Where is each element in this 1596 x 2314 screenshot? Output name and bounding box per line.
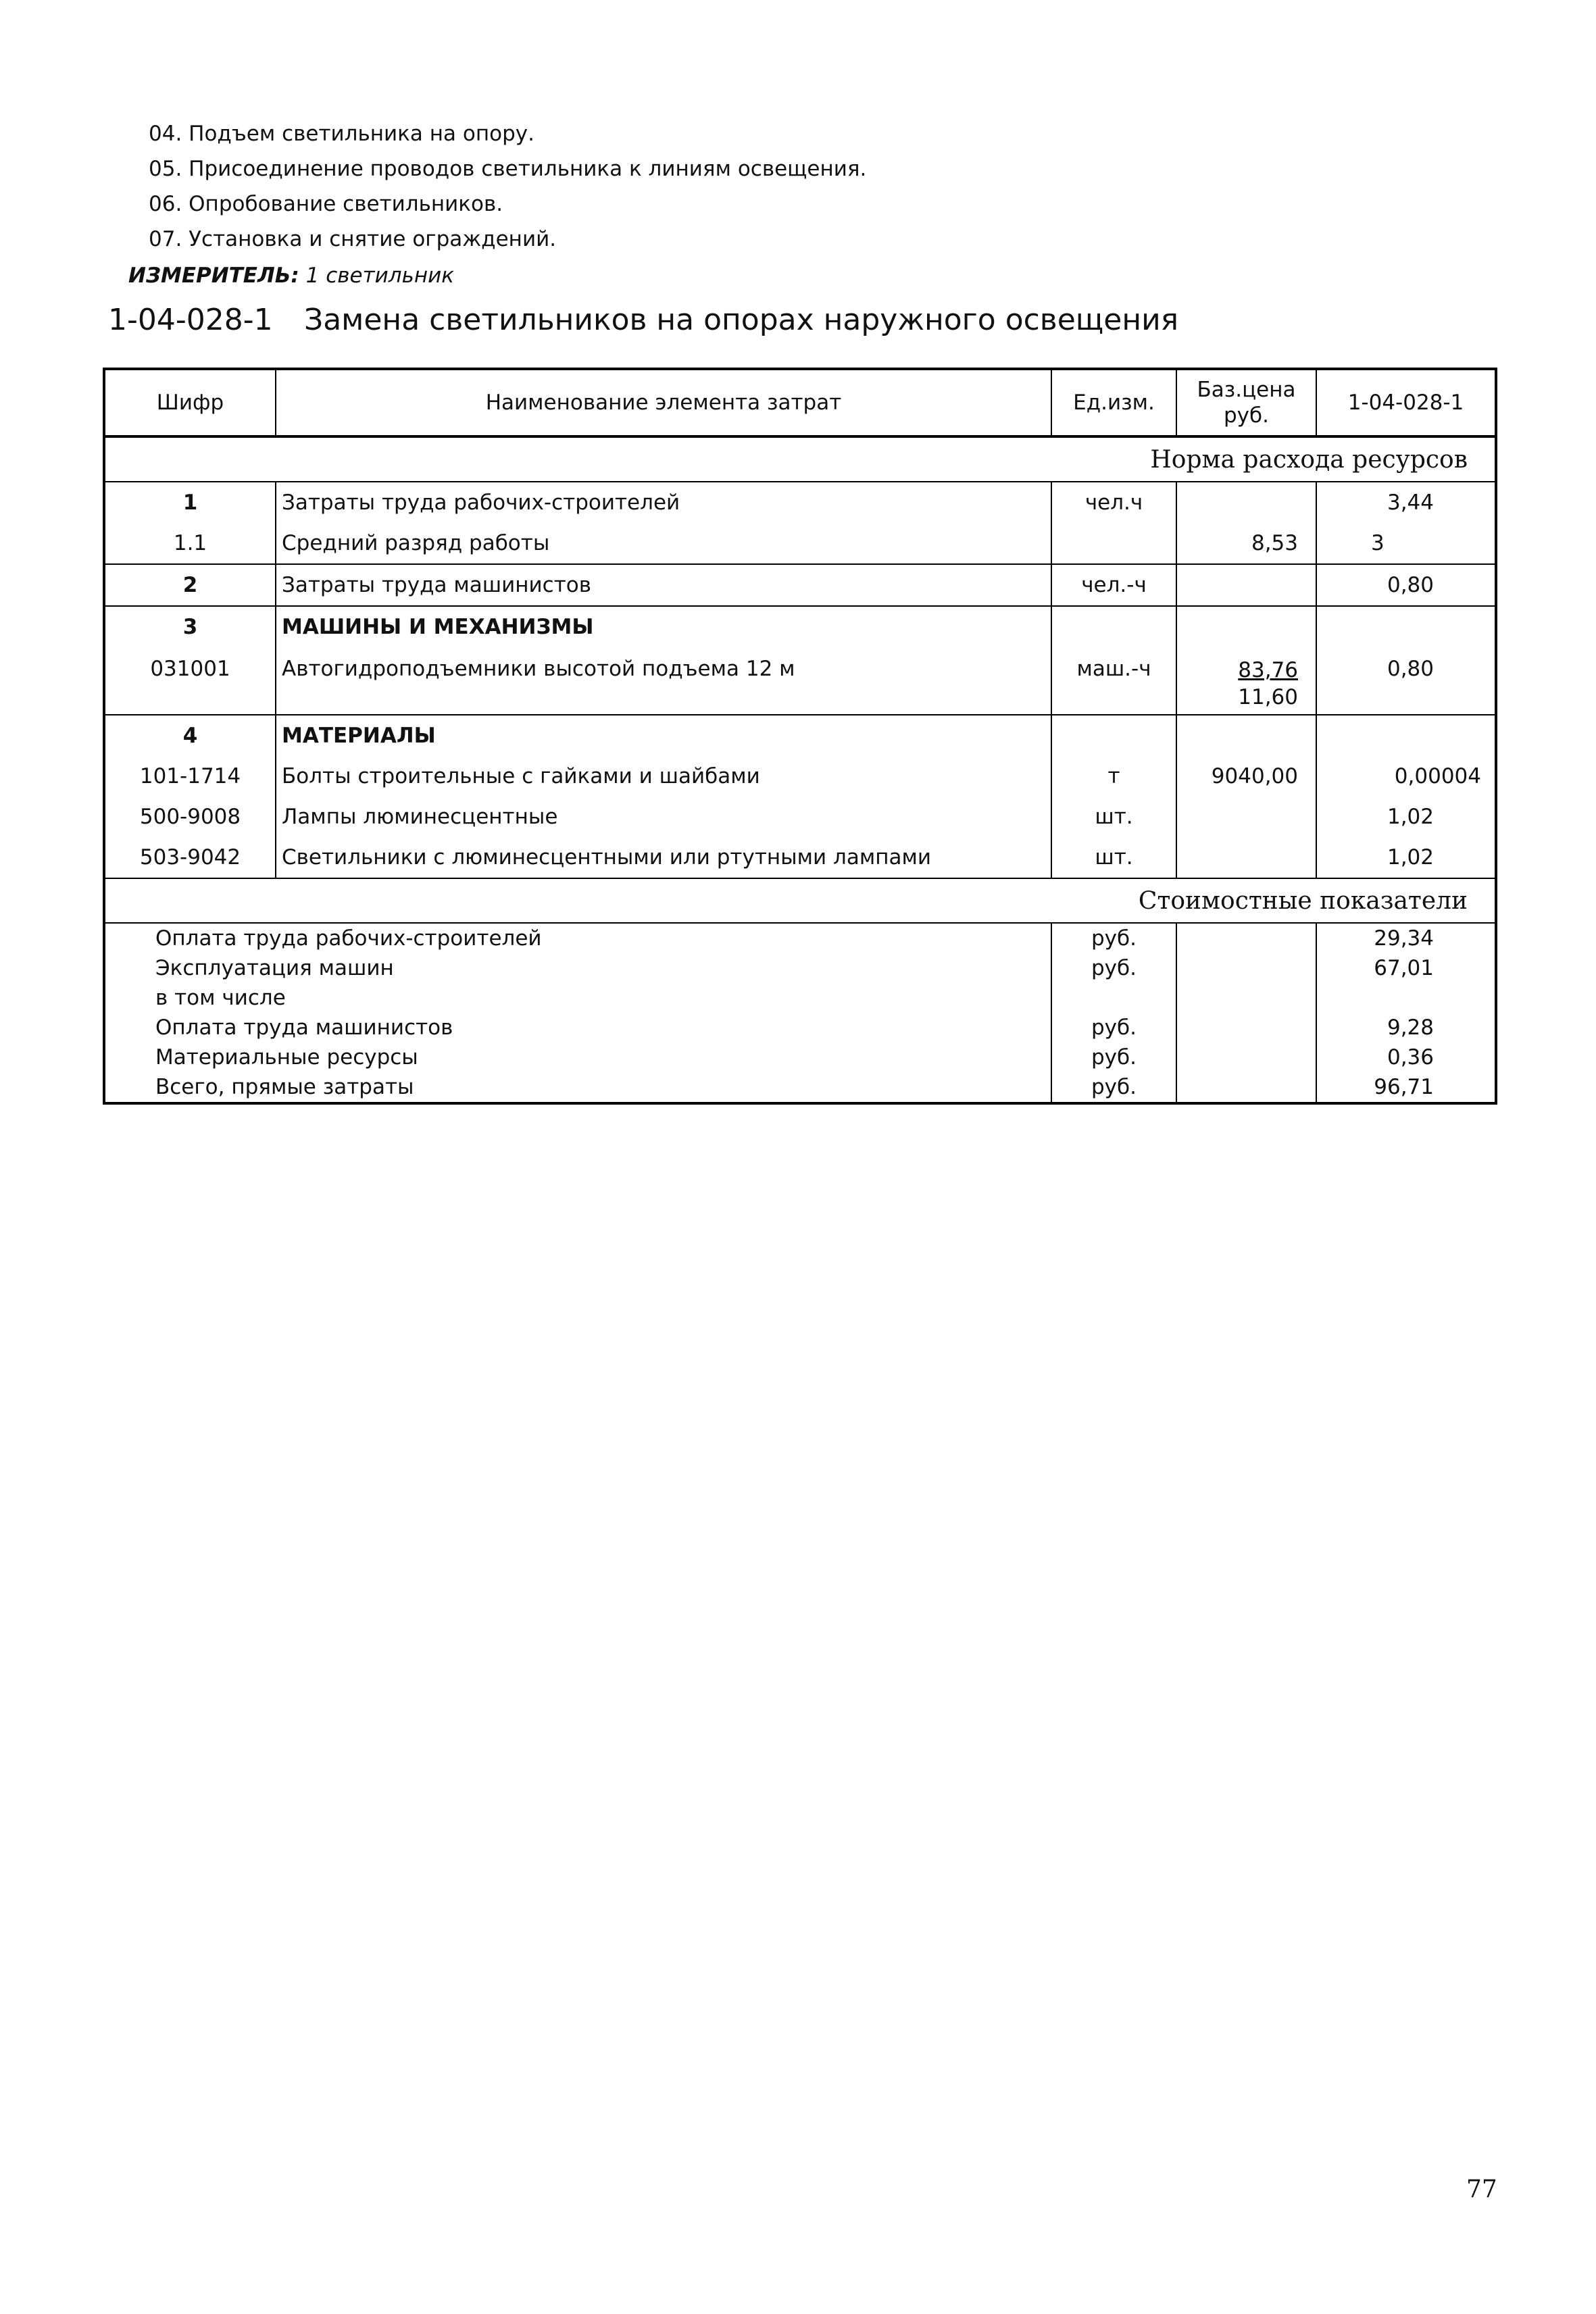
cost-unit: руб. <box>1051 1013 1176 1042</box>
table-row <box>104 756 1496 797</box>
cost-value: 67,01 <box>1374 956 1434 980</box>
norm-table <box>103 368 1497 1105</box>
row-name: Средний разряд работы <box>276 523 1051 564</box>
row-code: 031001 <box>104 647 276 715</box>
band-costs-label: Стоимостные показатели <box>104 878 1496 923</box>
cost-unit: руб. <box>1051 953 1176 983</box>
row-price: 8,53 <box>1176 523 1316 564</box>
table-row <box>104 564 1496 606</box>
measure-line <box>128 263 454 288</box>
table-row <box>104 647 1496 715</box>
header-price: Баз.цена руб. <box>1176 369 1316 436</box>
table-row <box>104 482 1496 523</box>
cost-unit: руб. <box>1051 1072 1176 1103</box>
row-code: 1 <box>104 482 276 523</box>
row-price <box>1176 564 1316 606</box>
work-steps-list <box>149 116 866 257</box>
row-norm: 3 <box>1316 523 1496 564</box>
row-unit: шт. <box>1051 837 1176 878</box>
table-row <box>104 606 1496 647</box>
band-norms-label: Норма расхода ресурсов <box>104 436 1496 482</box>
cost-name: Материальные ресурсы <box>104 1042 1051 1072</box>
row-norm: 0,80 <box>1316 564 1496 606</box>
cost-row <box>104 1013 1496 1042</box>
page-number: 77 <box>1466 2175 1497 2203</box>
cost-value: 9,28 <box>1387 1015 1434 1040</box>
band-costs <box>104 878 1496 923</box>
row-name: МАТЕРИАЛЫ <box>276 715 1051 756</box>
cost-value <box>1316 983 1496 1013</box>
row-code: 503-9042 <box>104 837 276 878</box>
table-row <box>104 523 1496 564</box>
row-price <box>1176 837 1316 878</box>
row-name: Светильники с люминесцентными или ртутными лампами <box>276 837 1051 878</box>
cost-value: 29,34 <box>1374 926 1434 951</box>
table-header-row <box>104 369 1496 436</box>
row-name: Затраты труда рабочих-строителей <box>276 482 1051 523</box>
row-unit: т <box>1051 756 1176 797</box>
cost-row <box>104 983 1496 1013</box>
row-unit: маш.-ч <box>1051 647 1176 715</box>
work-step: 04. Подъем светильника на опору. <box>149 122 534 146</box>
cost-unit <box>1051 983 1176 1013</box>
row-code: 4 <box>104 715 276 756</box>
cost-name: Всего, прямые затраты <box>104 1072 1051 1103</box>
measure-label: ИЗМЕРИТЕЛЬ: <box>128 263 299 288</box>
row-norm: 1,02 <box>1387 805 1434 829</box>
header-code: Шифр <box>104 369 276 436</box>
header-norm: 1-04-028-1 <box>1316 369 1496 436</box>
section-code: 1-04-028-1 <box>108 303 273 337</box>
cost-row <box>104 1072 1496 1103</box>
measure-value: 1 светильник <box>305 263 455 288</box>
section-name: Замена светильников на опорах наружного освещения <box>304 303 1179 337</box>
row-code: 500-9008 <box>104 797 276 837</box>
header-name: Наименование элемента затрат <box>276 369 1051 436</box>
cost-name: Оплата труда рабочих-строителей <box>104 923 1051 953</box>
cost-unit: руб. <box>1051 923 1176 953</box>
row-unit: чел.-ч <box>1051 564 1176 606</box>
work-step: 06. Опробование светильников. <box>149 192 503 216</box>
row-norm: 0,00004 <box>1394 764 1481 788</box>
section-title <box>108 303 1178 337</box>
row-price <box>1176 482 1316 523</box>
row-norm: 1,02 <box>1316 837 1496 878</box>
row-name: МАШИНЫ И МЕХАНИЗМЫ <box>276 606 1051 647</box>
row-price-secondary: 11,60 <box>1238 685 1298 709</box>
row-name: Затраты труда машинистов <box>276 564 1051 606</box>
table-row <box>104 837 1496 878</box>
row-norm: 3,44 <box>1387 491 1434 515</box>
cost-row <box>104 923 1496 953</box>
row-unit: шт. <box>1051 797 1176 837</box>
table-row <box>104 715 1496 756</box>
row-name: Лампы люминесцентные <box>276 797 1051 837</box>
work-step: 07. Установка и снятие ограждений. <box>149 227 557 251</box>
row-price-cell <box>1176 647 1316 715</box>
cost-name: Эксплуатация машин <box>104 953 1051 983</box>
cost-value: 96,71 <box>1374 1075 1434 1099</box>
row-name: Болты строительные с гайками и шайбами <box>276 756 1051 797</box>
row-unit: чел.ч <box>1051 482 1176 523</box>
row-name: Автогидроподъемники высотой подъема 12 м <box>276 647 1051 715</box>
band-norms <box>104 436 1496 482</box>
table-row <box>104 797 1496 837</box>
cost-row <box>104 1042 1496 1072</box>
row-norm: 0,80 <box>1316 647 1496 715</box>
cost-name: в том числе <box>104 983 1051 1013</box>
header-unit: Ед.изм. <box>1051 369 1176 436</box>
row-unit <box>1051 523 1176 564</box>
cost-row <box>104 953 1496 983</box>
row-code: 101-1714 <box>104 756 276 797</box>
cost-unit: руб. <box>1051 1042 1176 1072</box>
row-code: 1.1 <box>104 523 276 564</box>
row-code: 2 <box>104 564 276 606</box>
work-step: 05. Присоединение проводов светильника к линиям освещения. <box>149 157 867 181</box>
row-price <box>1176 797 1316 837</box>
row-code: 3 <box>104 606 276 647</box>
row-price: 9040,00 <box>1176 756 1316 797</box>
row-price: 83,76 <box>1238 658 1298 682</box>
cost-name: Оплата труда машинистов <box>104 1013 1051 1042</box>
cost-value: 0,36 <box>1387 1045 1434 1070</box>
